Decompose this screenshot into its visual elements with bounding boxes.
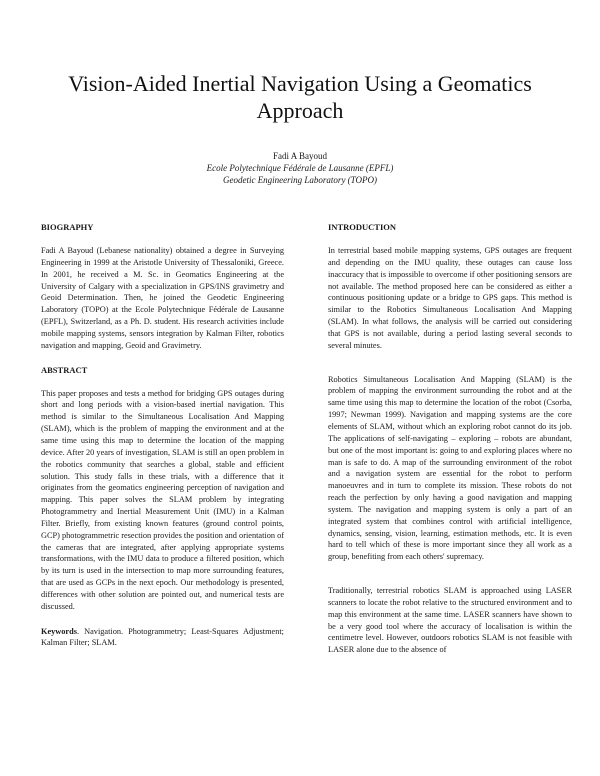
paper-title: Vision-Aided Inertial Navigation Using a Geomatics Approach: [68, 71, 532, 123]
biography-heading: BIOGRAPHY: [41, 222, 94, 232]
introduction-heading: INTRODUCTION: [328, 222, 397, 232]
author-name: Fadi A Bayoud: [272, 151, 327, 161]
keywords-list: . Navigation. Photogrammetry; Least-Squares Adjustment; Kalman Filter; SLAM.: [41, 626, 284, 648]
introduction-paragraph: Robotics Simultaneous Localisation And Mapping (SLAM) is the problem of mapping the environment surrounding the robot and at the same time using this map to determine the location of the robot (Csorba, 1997; Newman 1999). Navigation and mapping systems are the core elements of SLAM, without which an exploring robot cannot do its job. The applications of self-navigating – exploring – robots are abundant, but one of the most important is: going to and exploring places where no man is safe to do. A map of the surrounding environment of the robot and a navigation system are essential for the robot to perform manoeuvres and in turn to complete its mission. These robots do not reach the perfection by only having a good navigation and mapping system. The navigation and mapping system is only a part of an integrated system that combines control with artificial intelligence, dynamics, sensing, vision, learning, estimation methods, etc. It is even hard to tell which of these is more important since they all work as a group, benefiting from each others' supremacy.: [328, 374, 572, 562]
left-column: [41, 222, 284, 662]
keywords-label: Keywords: [41, 626, 77, 636]
introduction-paragraph: In terrestrial based mobile mapping systems, GPS outages are frequent and depending on the IMU quality, these outages can cause loss inaccuracy that is impossible to overcome if other positioning sensors are not available. The method proposed here can be considered as either a continuous positioning update or a bridge to GPS gaps. This method is similar to the Robotics Simultaneous Localisation And Mapping (SLAM). In what follows, the analysis will be carried out considering that GPS is not available, during a period lasting several seconds to several minutes.: [328, 246, 572, 350]
keywords: [41, 626, 284, 650]
abstract-heading: ABSTRACT: [41, 364, 88, 375]
author-lab: Geodetic Engineering Laboratory (TOPO): [222, 175, 378, 185]
author-institution: Ecole Polytechnique Fédérale de Lausanne (EPFL): [206, 163, 394, 173]
abstract-text: This paper proposes and tests a method for bridging GPS outages during short and long periods with a vision-based inertial navigation. This method is similar to the Simultaneous Localisation And Mapping (SLAM), which is the problem of mapping the environment and at the same time using this map to determine the location of the mapping device. After 20 years of investigation, SLAM is still an open problem in the robotics community that searches a global, stable and efficient solution. This study falls in these trials, with a difference that it originates from the geomatics engineering perception of navigation and mapping. This paper solves the SLAM problem by integrating Photogrammetry and Inertial Measurement Unit (IMU) in a Kalman Filter. Briefly, from existing known features (ground control points, GCP) photogrammetric resection provides the position and orientation of the cameras that are integrated, after applying appropriate systems transformations, with the IMU data to produce a filtered position, which by its turn is used in the intersection to map more surrounding features, that are used as GCPs in the next epoch. Our methodology is presented, differences with other solution are pointed out, and numerical tests are discussed.: [41, 388, 284, 611]
biography-text: Fadi A Bayoud (Lebanese nationality) obtained a degree in Surveying Engineering in 1999 at the Aristotle University of Thessaloniki, Greece. In 2001, he received a M. Sc. in Geomatics Engineering at the University of Calgary with a specialization in GPS/INS gravimetry and Geoid Determination. Then, he joined the Geodetic Engineering Laboratory (TOPO) at the Ecole Polytechnique Fédérale de Lausanne (EPFL), Switzerland, as a Ph. D. student. His research activities include mobile mapping systems, sensors integration by Kalman Filter, robotics navigation and mapping, Geoid and Gravimetry.: [41, 246, 284, 350]
introduction-paragraph: Traditionally, terrestrial robotics SLAM is approached using LASER scanners to locate the robot relative to the structured environment and to map this environment at the same time. LASER scanners have shown to be a very good tool where the accuracy of localisation is within the centimetre level. However, outdoors robotics SLAM is not feasible with LASER alone due to the absence of: [328, 586, 572, 655]
right-column: [328, 222, 572, 669]
author-block: [100, 150, 500, 186]
